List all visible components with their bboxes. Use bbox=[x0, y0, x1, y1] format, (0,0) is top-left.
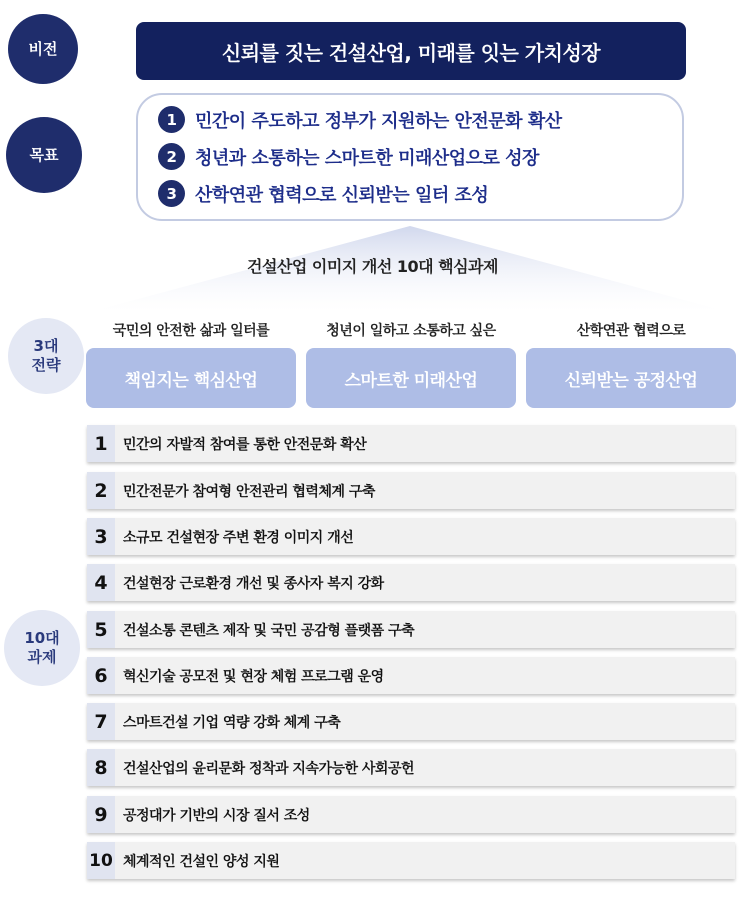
goal-number-1: 1 bbox=[158, 106, 185, 133]
task-row-5 bbox=[87, 611, 735, 648]
strategy-title-2: 스마트한 미래산업 bbox=[344, 370, 478, 391]
task-text-4: 건설현장 근로환경 개선 및 종사자 복지 강화 bbox=[123, 575, 384, 592]
core-tasks-title: 건설산업 이미지 개선 10대 핵심과제 bbox=[247, 257, 498, 276]
goal-text-2: 청년과 소통하는 스마트한 미래산업으로 성장 bbox=[195, 147, 539, 169]
task-text-10: 체계적인 건설인 양성 지원 bbox=[123, 853, 280, 870]
goal-number-2: 2 bbox=[158, 143, 185, 170]
task-row-2 bbox=[87, 472, 735, 509]
task-number-7: 7 bbox=[87, 703, 115, 740]
strategy-subtitle-1: 국민의 안전한 삶과 일터를 bbox=[112, 323, 270, 339]
goal-number-3: 3 bbox=[158, 180, 185, 207]
strategy-box-2 bbox=[306, 348, 516, 408]
task-row-9 bbox=[87, 796, 735, 833]
task-row-10 bbox=[87, 842, 735, 879]
strategy-box-1 bbox=[86, 348, 296, 408]
vision-label: 비전 bbox=[28, 39, 58, 58]
strategies-label-circle bbox=[8, 318, 84, 394]
task-text-5: 건설소통 콘텐츠 제작 및 국민 공감형 플랫폼 구축 bbox=[123, 622, 415, 639]
task-number-4: 4 bbox=[87, 564, 115, 601]
strategy-box-3 bbox=[526, 348, 736, 408]
task-text-6: 혁신기술 공모전 및 현장 체험 프로그램 운영 bbox=[123, 668, 384, 685]
task-number-3: 3 bbox=[87, 518, 115, 555]
goal-text-1: 민간이 주도하고 정부가 지원하는 안전문화 확산 bbox=[195, 110, 562, 132]
strategies-label-line1: 3대 bbox=[33, 337, 59, 356]
task-row-7 bbox=[87, 703, 735, 740]
task-text-3: 소규모 건설현장 주변 환경 이미지 개선 bbox=[123, 529, 354, 546]
strategy-subtitle-2: 청년이 일하고 소통하고 싶은 bbox=[326, 323, 496, 339]
strategy-title-3: 신뢰받는 공정산업 bbox=[564, 370, 698, 391]
task-text-9: 공정대가 기반의 시장 질서 조성 bbox=[123, 807, 310, 824]
goals-label: 목표 bbox=[29, 145, 59, 164]
task-row-4 bbox=[87, 564, 735, 601]
task-number-1: 1 bbox=[87, 425, 115, 462]
task-row-3 bbox=[87, 518, 735, 555]
task-text-1: 민간의 자발적 참여를 통한 안전문화 확산 bbox=[123, 436, 367, 453]
task-number-8: 8 bbox=[87, 749, 115, 786]
goal-text-3: 산학연관 협력으로 신뢰받는 일터 조성 bbox=[195, 184, 489, 206]
task-number-9: 9 bbox=[87, 796, 115, 833]
task-text-8: 건설산업의 윤리문화 정착과 지속가능한 사회공헌 bbox=[123, 760, 414, 777]
strategy-subtitle-3: 산학연관 협력으로 bbox=[576, 323, 686, 339]
task-number-10: 10 bbox=[87, 842, 115, 879]
vision-text: 신뢰를 짓는 건설산업, 미래를 잇는 가치성장 bbox=[221, 40, 601, 65]
task-text-7: 스마트건설 기업 역량 강화 체계 구축 bbox=[123, 714, 341, 731]
tasks-label-line1: 10대 bbox=[24, 629, 60, 648]
task-number-2: 2 bbox=[87, 472, 115, 509]
strategy-title-1: 책임지는 핵심산업 bbox=[124, 370, 258, 391]
tasks-label-line2: 과제 bbox=[27, 648, 57, 666]
task-row-8 bbox=[87, 749, 735, 786]
strategies-label-line2: 전략 bbox=[31, 356, 61, 374]
task-number-6: 6 bbox=[87, 657, 115, 694]
task-number-5: 5 bbox=[87, 611, 115, 648]
task-row-1 bbox=[87, 425, 735, 462]
tasks-label-circle bbox=[4, 610, 80, 686]
task-text-2: 민간전문가 참여형 안전관리 협력체계 구축 bbox=[123, 483, 375, 500]
task-row-6 bbox=[87, 657, 735, 694]
core-tasks-fan-shape bbox=[0, 0, 745, 350]
